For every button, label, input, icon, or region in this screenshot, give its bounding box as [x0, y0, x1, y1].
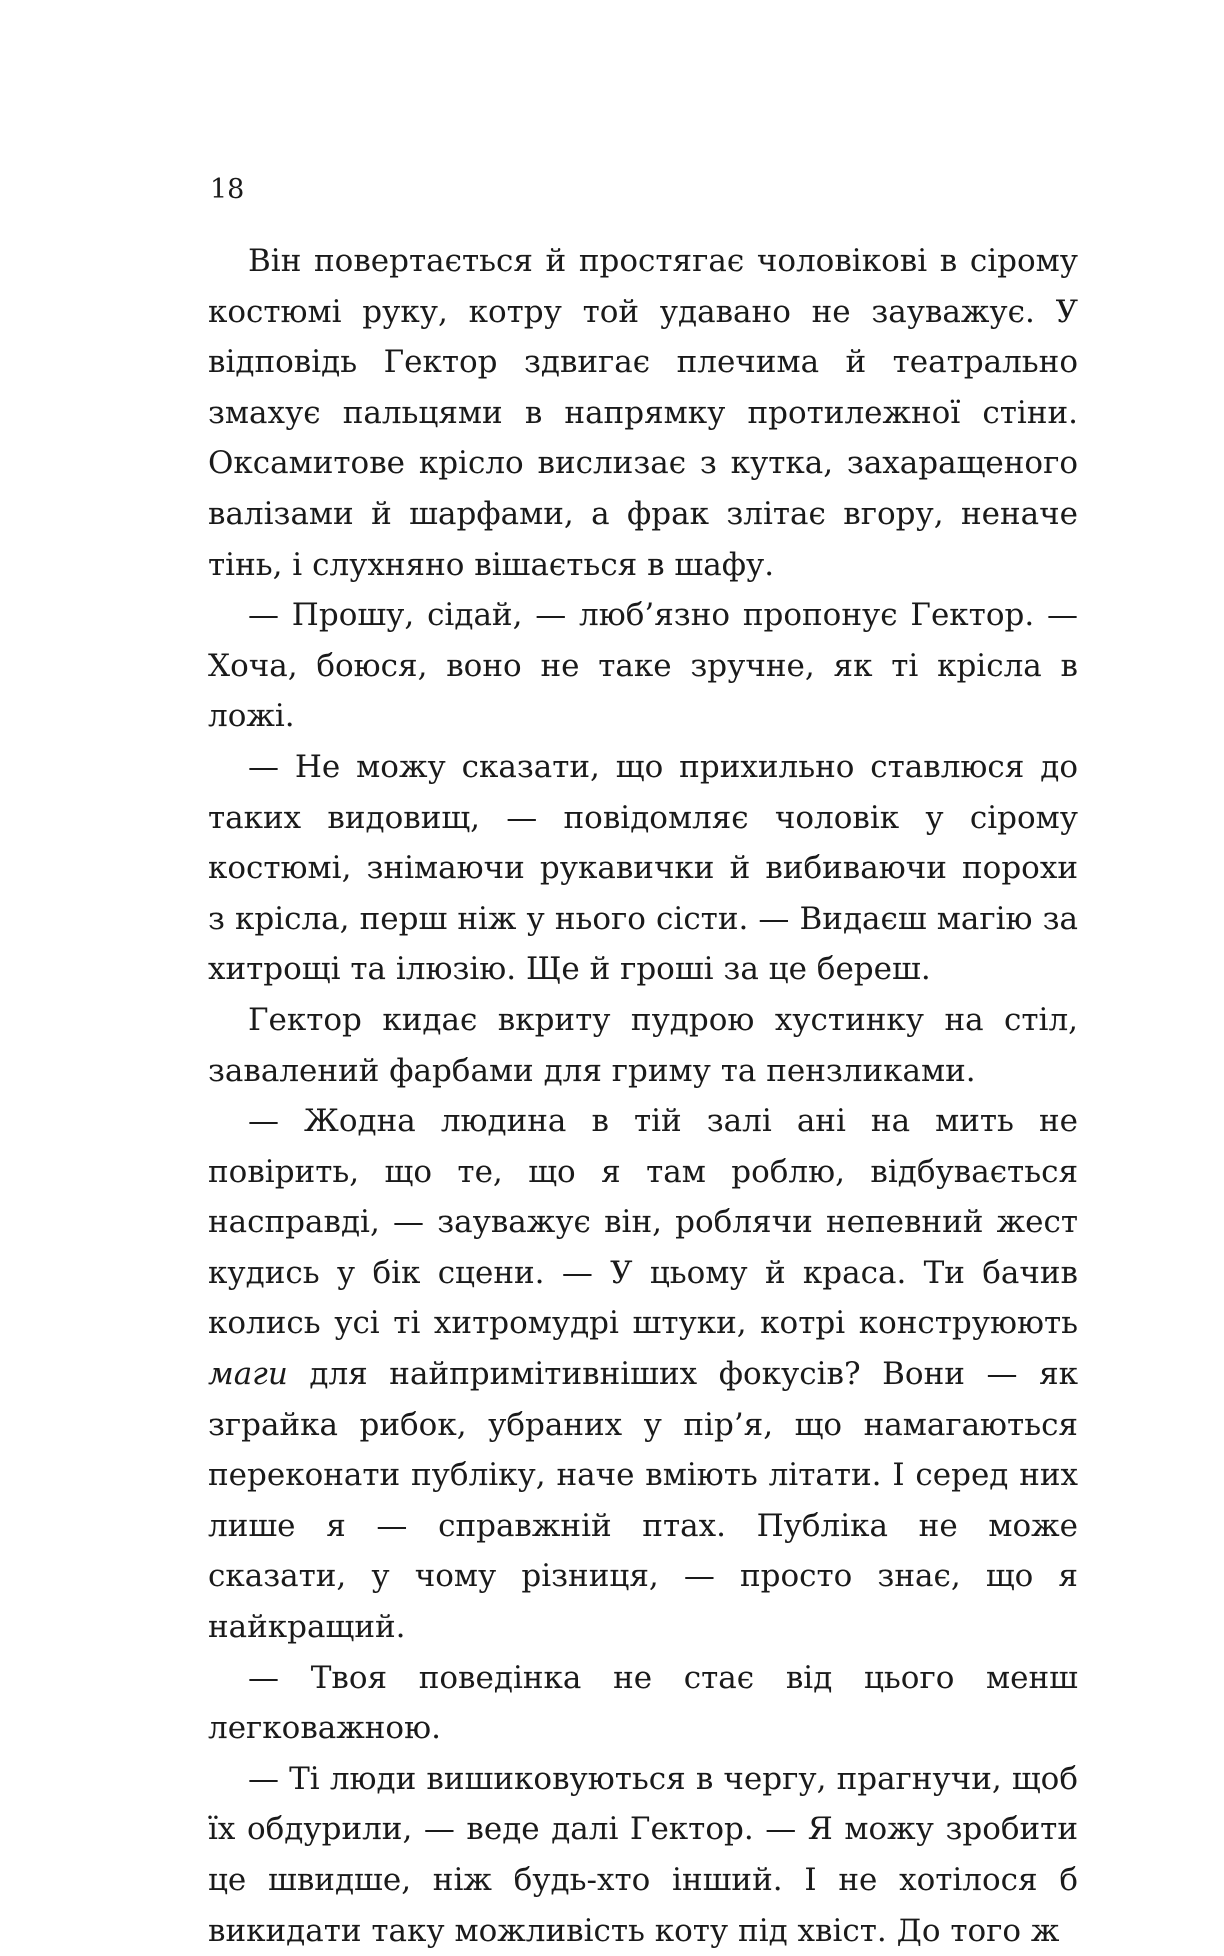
text-run: для найпримітивніших фокусів? Вони — як зграйка рибок, убраних у пір’я, що намагаються переконати публіку, наче вміють літати. І серед них лише я — справжній птах. Публіка не може сказати, у чому різниця, — просто знає, що я найкращий.	[208, 1356, 1078, 1646]
paragraph: — Прошу, сідай, — люб’язно пропонує Гектор. — Хоча, боюся, воно не таке зручне, як ті крісла в ложі.	[208, 597, 1078, 735]
paragraph	[208, 1096, 1078, 1653]
page-number: 18	[210, 174, 245, 205]
italic-text: маги	[208, 1356, 288, 1393]
paragraph: — Ті люди вишиковуються в чергу, прагнучи, щоб їх обдурили, — веде далі Гектор. — Я можу зробити це швидше, ніж будь-хто інший. І не хотілося б викидати таку можливість коту під хвіст. До того ж	[208, 1760, 1078, 1949]
body-text	[208, 236, 1078, 1956]
paragraph: Він повертається й простягає чоловікові в сірому костюмі руку, котру той удавано не зауважує. У відповідь Гектор здвигає плечима й театрально змахує пальцями в напрямку протилежної стіни. Оксамитове крісло вислизає з кутка, захаращеного валізами й шарфами, а фрак злітає вгору, неначе тінь, і слухняно вішається в шафу.	[208, 243, 1078, 583]
text-run: — Жодна людина в тій залі ані на мить не повірить, що те, що я там роблю, відбувається насправді, — зауважує він, роблячи непевний жест кудись у бік сцени. — У цьому й краса. Ти бачив колись усі ті хитромудрі штуки, котрі конструюють	[208, 1103, 1078, 1342]
paragraph: — Не можу сказати, що прихильно ставлюся до таких видовищ, — повідомляє чоловік у сірому костюмі, знімаючи рукавички й вибиваючи порохи з крісла, перш ніж у нього сісти. — Видаєш магію за хитрощі та ілюзію. Ще й гроші за це береш.	[208, 748, 1078, 988]
paragraph: Гектор кидає вкриту пудрою хустинку на стіл, завалений фарбами для гриму та пензликами.	[208, 1001, 1078, 1089]
paragraph: — Твоя поведінка не стає від цього менш легковажною.	[208, 1659, 1078, 1747]
